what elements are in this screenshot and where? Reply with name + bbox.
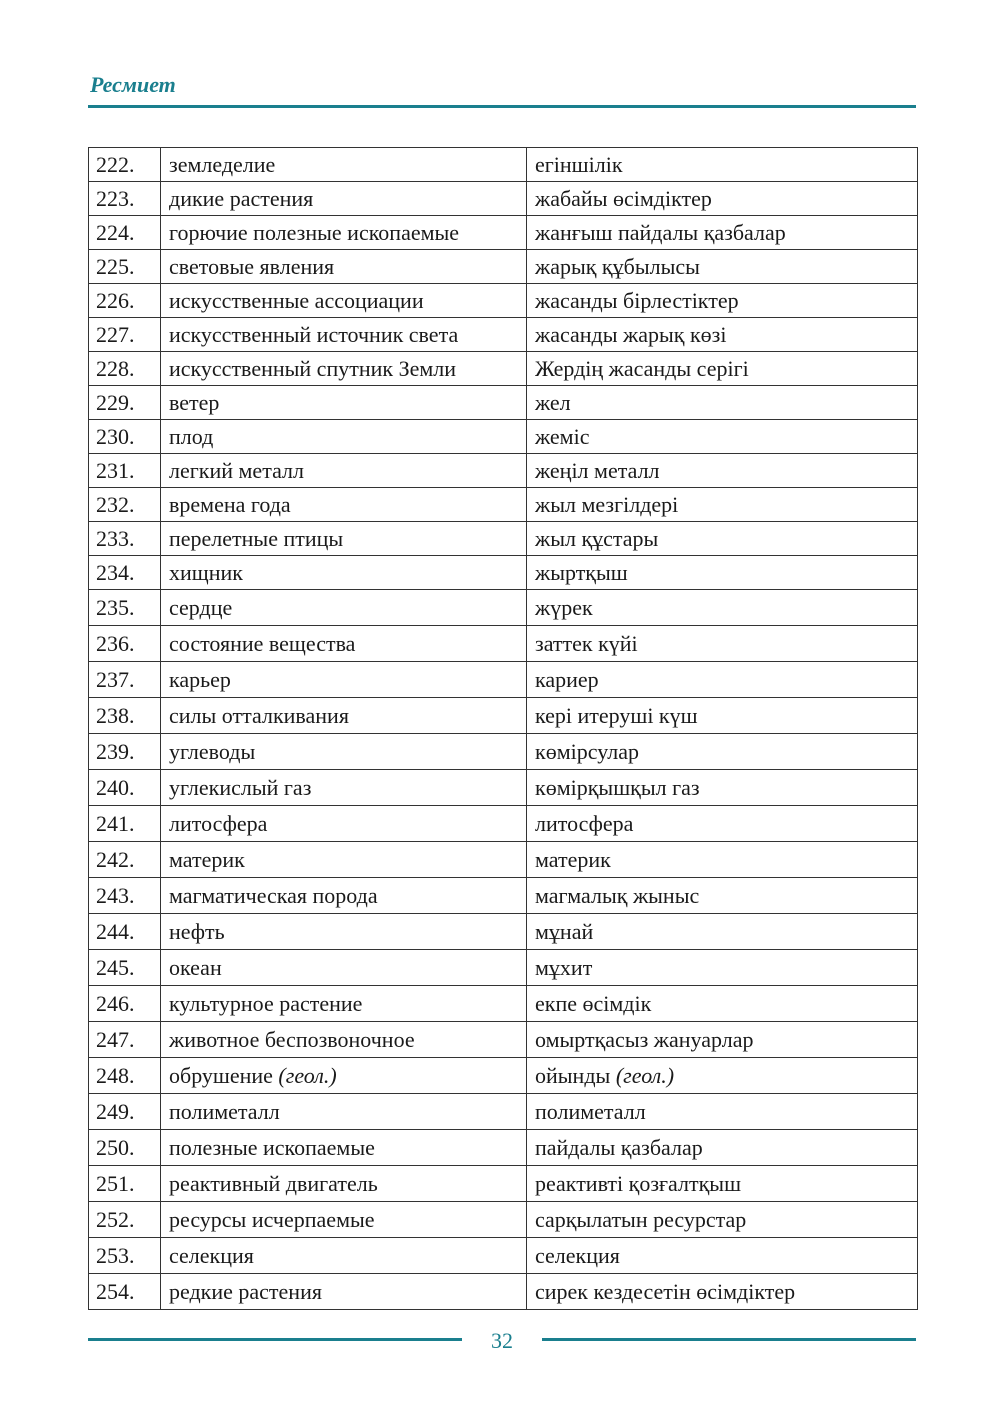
term-number: 250.: [89, 1130, 161, 1166]
russian-term-cell: [161, 950, 527, 986]
kazakh-term-cell: [527, 148, 918, 182]
russian-term-cell: [161, 1274, 527, 1310]
table-row: [89, 626, 918, 662]
kazakh-term: Жердің жасанды серігі: [535, 355, 749, 381]
table-row: [89, 488, 918, 522]
kazakh-term-cell: [527, 590, 918, 626]
russian-term: полезные ископаемые: [169, 1134, 375, 1160]
term-number: 225.: [89, 250, 161, 284]
russian-term-cell: [161, 590, 527, 626]
russian-term: перелетные птицы: [169, 525, 344, 551]
kazakh-term: сарқылатын ресурстар: [535, 1206, 747, 1232]
page-number: 32: [491, 1328, 513, 1353]
kazakh-term: жанғыш пайдалы қазбалар: [535, 219, 786, 245]
term-number: 222.: [89, 148, 161, 182]
term-number: 239.: [89, 734, 161, 770]
russian-term: легкий металл: [169, 457, 304, 483]
table-row: [89, 1130, 918, 1166]
kazakh-term: полиметалл: [535, 1098, 646, 1124]
table-row: [89, 386, 918, 420]
table-row: [89, 842, 918, 878]
russian-term-cell: [161, 386, 527, 420]
term-number: 242.: [89, 842, 161, 878]
kazakh-term-cell: [527, 1238, 918, 1274]
russian-term: реактивный двигатель: [169, 1170, 378, 1196]
kazakh-term-cell: [527, 454, 918, 488]
kazakh-term-cell: [527, 250, 918, 284]
kazakh-term-note: (геол.): [615, 1062, 675, 1088]
russian-term-cell: [161, 842, 527, 878]
russian-term-cell: [161, 284, 527, 318]
kazakh-term: мұхит: [535, 954, 593, 980]
kazakh-term-cell: [527, 950, 918, 986]
kazakh-term-cell: [527, 352, 918, 386]
russian-term-cell: [161, 556, 527, 590]
glossary-table: [88, 147, 918, 1310]
term-number: 228.: [89, 352, 161, 386]
russian-term-cell: [161, 698, 527, 734]
term-number: 237.: [89, 662, 161, 698]
term-number: 236.: [89, 626, 161, 662]
russian-term: световые явления: [169, 253, 335, 279]
kazakh-term: селекция: [535, 1242, 620, 1268]
kazakh-term-cell: [527, 284, 918, 318]
russian-term: земледелие: [169, 151, 276, 177]
russian-term: углеводы: [169, 738, 256, 764]
russian-term-cell: [161, 626, 527, 662]
russian-term: океан: [169, 954, 222, 980]
russian-term-cell: [161, 352, 527, 386]
page-header-title: Ресмиет: [90, 72, 176, 97]
term-number: 238.: [89, 698, 161, 734]
table-row: [89, 734, 918, 770]
footer-rule-left: [88, 1338, 462, 1341]
kazakh-term-cell: [527, 626, 918, 662]
table-row: [89, 1238, 918, 1274]
kazakh-term: жасанды бірлестіктер: [535, 287, 739, 313]
glossary-table-body: [89, 148, 918, 1310]
table-row: [89, 284, 918, 318]
kazakh-term: кері итеруші күш: [535, 702, 698, 728]
kazakh-term-cell: [527, 1130, 918, 1166]
russian-term-cell: [161, 216, 527, 250]
russian-term-cell: [161, 1058, 527, 1094]
table-row: [89, 698, 918, 734]
table-row: [89, 1022, 918, 1058]
term-number: 243.: [89, 878, 161, 914]
kazakh-term: жыл құстары: [535, 525, 659, 551]
table-row: [89, 1166, 918, 1202]
russian-term: редкие растения: [169, 1278, 322, 1304]
russian-term: углекислый газ: [169, 774, 312, 800]
kazakh-term: жасанды жарық көзі: [535, 321, 727, 347]
kazakh-term-cell: [527, 842, 918, 878]
kazakh-term: заттек күйі: [535, 630, 638, 656]
russian-term: нефть: [169, 918, 225, 944]
russian-term-cell: [161, 770, 527, 806]
russian-term-cell: [161, 1238, 527, 1274]
kazakh-term: магмалық жыныс: [535, 882, 700, 908]
table-row: [89, 454, 918, 488]
table-row: [89, 1094, 918, 1130]
kazakh-term: жүрек: [535, 594, 593, 620]
term-number: 232.: [89, 488, 161, 522]
table-row: [89, 806, 918, 842]
kazakh-term: жабайы өсімдіктер: [535, 185, 712, 211]
russian-term-cell: [161, 734, 527, 770]
kazakh-term-cell: [527, 734, 918, 770]
kazakh-term-cell: [527, 216, 918, 250]
table-row: [89, 878, 918, 914]
kazakh-term: сирек кездесетін өсімдіктер: [535, 1278, 796, 1304]
kazakh-term: пайдалы қазбалар: [535, 1134, 703, 1160]
table-row: [89, 1058, 918, 1094]
kazakh-term: омыртқасыз жануарлар: [535, 1026, 754, 1052]
kazakh-term: жеңіл металл: [535, 457, 660, 483]
table-row: [89, 770, 918, 806]
russian-term-note: (геол.): [278, 1062, 337, 1088]
term-number: 230.: [89, 420, 161, 454]
table-row: [89, 216, 918, 250]
russian-term: карьер: [169, 666, 231, 692]
russian-term-cell: [161, 1130, 527, 1166]
russian-term-cell: [161, 662, 527, 698]
kazakh-term-cell: [527, 556, 918, 590]
term-number: 251.: [89, 1166, 161, 1202]
kazakh-term-cell: [527, 1274, 918, 1310]
term-number: 254.: [89, 1274, 161, 1310]
kazakh-term: жарық құбылысы: [535, 253, 700, 279]
russian-term-cell: [161, 488, 527, 522]
russian-term: ресурсы исчерпаемые: [169, 1206, 375, 1232]
kazakh-term-cell: [527, 318, 918, 352]
term-number: 248.: [89, 1058, 161, 1094]
russian-term: ветер: [169, 389, 220, 415]
russian-term: плод: [169, 423, 214, 449]
russian-term: материк: [169, 846, 245, 872]
table-row: [89, 148, 918, 182]
table-row: [89, 950, 918, 986]
table-row: [89, 420, 918, 454]
kazakh-term-cell: [527, 1094, 918, 1130]
kazakh-term: жел: [535, 389, 571, 415]
term-number: 245.: [89, 950, 161, 986]
russian-term: магматическая порода: [169, 882, 378, 908]
table-row: [89, 1274, 918, 1310]
term-number: 240.: [89, 770, 161, 806]
kazakh-term: литосфера: [535, 810, 634, 836]
russian-term-cell: [161, 1202, 527, 1238]
kazakh-term-cell: [527, 698, 918, 734]
term-number: 252.: [89, 1202, 161, 1238]
russian-term-cell: [161, 1166, 527, 1202]
table-row: [89, 318, 918, 352]
kazakh-term-cell: [527, 488, 918, 522]
russian-term-cell: [161, 182, 527, 216]
table-row: [89, 182, 918, 216]
russian-term: искусственный источник света: [169, 321, 459, 347]
kazakh-term-cell: [527, 1166, 918, 1202]
russian-term-cell: [161, 454, 527, 488]
russian-term-cell: [161, 148, 527, 182]
russian-term-cell: [161, 878, 527, 914]
kazakh-term: кариер: [535, 666, 599, 692]
russian-term: обрушение: [169, 1062, 279, 1088]
kazakh-term-cell: [527, 770, 918, 806]
russian-term-cell: [161, 806, 527, 842]
russian-term: полиметалл: [169, 1098, 280, 1124]
term-number: 233.: [89, 522, 161, 556]
kazakh-term-cell: [527, 914, 918, 950]
table-row: [89, 1202, 918, 1238]
term-number: 235.: [89, 590, 161, 626]
russian-term-cell: [161, 986, 527, 1022]
russian-term: культурное растение: [169, 990, 363, 1016]
kazakh-term-cell: [527, 662, 918, 698]
term-number: 241.: [89, 806, 161, 842]
kazakh-term-cell: [527, 182, 918, 216]
term-number: 227.: [89, 318, 161, 352]
term-number: 226.: [89, 284, 161, 318]
russian-term: искусственные ассоциации: [169, 287, 424, 313]
kazakh-term-cell: [527, 1202, 918, 1238]
kazakh-term-cell: [527, 878, 918, 914]
table-row: [89, 352, 918, 386]
russian-term-cell: [161, 1022, 527, 1058]
kazakh-term-cell: [527, 1022, 918, 1058]
table-row: [89, 522, 918, 556]
russian-term-cell: [161, 1094, 527, 1130]
russian-term: сердце: [169, 594, 233, 620]
russian-term-cell: [161, 914, 527, 950]
russian-term: силы отталкивания: [169, 702, 349, 728]
term-number: 229.: [89, 386, 161, 420]
header-rule: [88, 105, 916, 108]
term-number: 231.: [89, 454, 161, 488]
russian-term-cell: [161, 420, 527, 454]
kazakh-term: көмірсулар: [535, 738, 639, 764]
footer-rule-right: [542, 1338, 916, 1341]
russian-term: состояние вещества: [169, 630, 356, 656]
kazakh-term: жеміс: [535, 423, 590, 449]
russian-term-cell: [161, 250, 527, 284]
russian-term: дикие растения: [169, 185, 314, 211]
kazakh-term-cell: [527, 386, 918, 420]
term-number: 247.: [89, 1022, 161, 1058]
russian-term: селекция: [169, 1242, 254, 1268]
table-row: [89, 914, 918, 950]
russian-term: времена года: [169, 491, 291, 517]
term-number: 234.: [89, 556, 161, 590]
russian-term: горючие полезные ископаемые: [169, 219, 460, 245]
kazakh-term: жыл мезгілдері: [535, 491, 679, 517]
kazakh-term-cell: [527, 522, 918, 556]
russian-term-cell: [161, 318, 527, 352]
kazakh-term: егіншілік: [535, 151, 623, 177]
table-row: [89, 662, 918, 698]
table-row: [89, 590, 918, 626]
kazakh-term: материк: [535, 846, 611, 872]
kazakh-term-cell: [527, 806, 918, 842]
term-number: 223.: [89, 182, 161, 216]
russian-term: искусственный спутник Земли: [169, 355, 457, 381]
kazakh-term: мұнай: [535, 918, 594, 944]
term-number: 253.: [89, 1238, 161, 1274]
russian-term-cell: [161, 522, 527, 556]
table-row: [89, 556, 918, 590]
kazakh-term: ойынды: [535, 1062, 616, 1088]
kazakh-term: екпе өсімдік: [535, 990, 652, 1016]
kazakh-term-cell: [527, 420, 918, 454]
russian-term: литосфера: [169, 810, 268, 836]
table-row: [89, 250, 918, 284]
russian-term: хищник: [169, 559, 243, 585]
term-number: 224.: [89, 216, 161, 250]
kazakh-term-cell: [527, 1058, 918, 1094]
kazakh-term: жыртқыш: [535, 559, 628, 585]
kazakh-term: көмірқышқыл газ: [535, 774, 700, 800]
table-row: [89, 986, 918, 1022]
kazakh-term-cell: [527, 986, 918, 1022]
kazakh-term: реактивті қозғалтқыш: [535, 1170, 742, 1196]
russian-term: животное беспозвоночное: [169, 1026, 415, 1052]
term-number: 246.: [89, 986, 161, 1022]
term-number: 244.: [89, 914, 161, 950]
term-number: 249.: [89, 1094, 161, 1130]
